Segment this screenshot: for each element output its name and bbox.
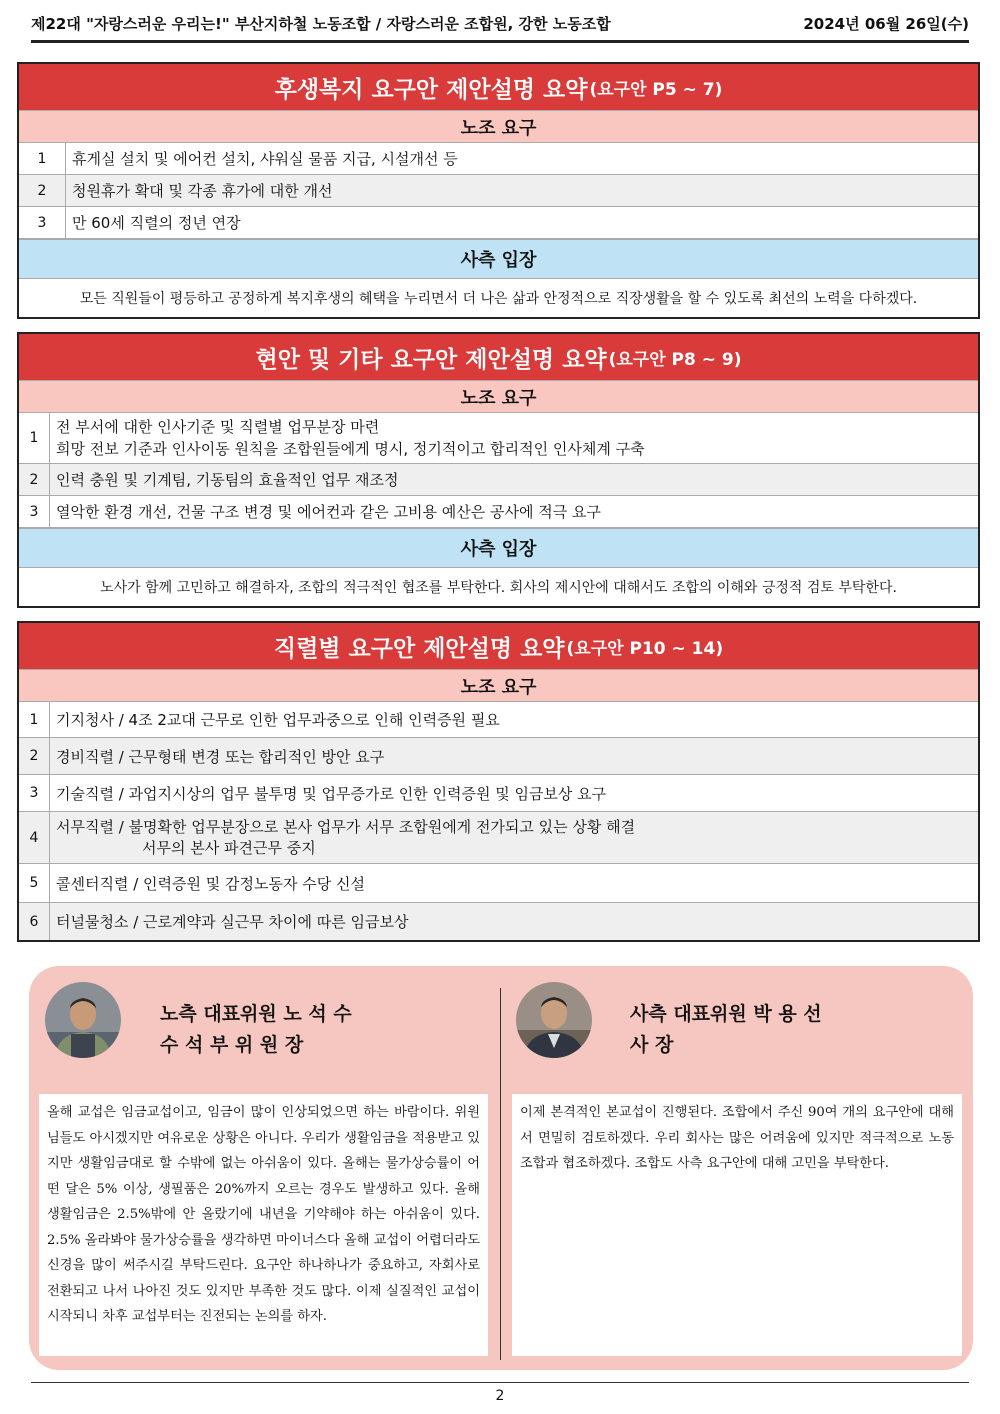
company-rep-name: 사측 대표위원 박 용 선 (630, 1003, 822, 1025)
list-item: 2 인력 충원 및 기계팀, 기동팀의 효율적인 업무 재조정 (19, 464, 978, 496)
union-rep-quote: 올해 교섭은 임금교섭이고, 임금이 많이 인상되었으면 하는 바람이다. 위원님들도 아시겠지만 여유로운 상황은 아니다. 우리가 생활임금을 적용받고 있지만 생활임금대로 할 수밖에 없는 아쉬움이 있다. 올해는 물가상승률이 어떤 달은 5% 이상, 생필품은 20%까지 오르는 경우도 발생하고 있다. 올해 생활임금은 2.5%밖에 안 올랐기에 내년을 기약해야 하는 아쉬움이 있다. 2.5% 올라봐야 물가상승률을 생각하면 마이너스다 올해 교섭이 어렵더라도 신경을 많이 써주시길 부탁드린다. 요구안 하나하나가 중요하고, 자회사로 전환되고 나서 나아진 것도 있지만 부족한 것도 많다. 이제 실질적인 교섭이 시작되니 차후 교섭부터는 진전되는 논의를 하자. (39, 1094, 488, 1356)
list-item: 1 기지청사 / 4조 2교대 근무로 인한 업무과중으로 인해 인력증원 필요 (19, 702, 978, 738)
list-item: 2 청원휴가 확대 및 각종 휴가에 대한 개선 (19, 175, 978, 207)
company-position-header: 사측 입장 (19, 239, 978, 279)
section-welfare (17, 62, 980, 319)
union-demand-header: 노조 요구 (19, 669, 978, 702)
panel-divider (500, 988, 501, 1360)
company-position-header: 사측 입장 (19, 528, 978, 568)
company-rep-title: 사 장 (630, 1034, 674, 1056)
section-title: 직렬별 요구안 제안설명 요약 (요구안 P10 ~ 14) (19, 623, 978, 669)
header-date: 2024년 06월 26일(수) (803, 14, 969, 33)
page-header (31, 10, 969, 36)
union-rep-avatar (45, 982, 121, 1058)
union-demand-header: 노조 요구 (19, 380, 978, 413)
company-statement: 노사가 함께 고민하고 해결하자, 조합의 적극적인 협조를 부탁한다. 회사의 제시안에 대해서도 조합의 이해와 긍정적 검토 부탁한다. (100, 580, 897, 596)
list-item: 1 전 부서에 대한 인사기준 및 직렬별 업무분장 마련 희망 전보 기준과 인사이동 원칙을 조합원들에게 명시, 정기적이고 합리적인 인사체계 구축 (19, 413, 978, 464)
company-rep-avatar (516, 982, 592, 1058)
list-item: 3 열악한 환경 개선, 건물 구조 변경 및 에어컨과 같은 고비용 예산은 공사에 적극 요구 (19, 496, 978, 528)
header-rule (31, 40, 969, 43)
list-item: 5 콜센터직렬 / 인력증원 및 감정노동자 수당 신설 (19, 864, 978, 903)
section-current-issues (17, 332, 980, 608)
page-number: 2 (495, 1388, 505, 1404)
list-item: 1 휴게실 설치 및 에어컨 설치, 샤워실 물품 지급, 시설개선 등 (19, 143, 978, 175)
section-title: 후생복지 요구안 제안설명 요약 (요구안 P5 ~ 7) (19, 64, 978, 110)
list-item: 2 경비직렬 / 근무형태 변경 또는 합리적인 방안 요구 (19, 738, 978, 775)
footer-rule (31, 1382, 969, 1383)
union-rep-title: 수 석 부 위 원 장 (160, 1034, 304, 1056)
list-item: 4 서무직렬 / 불명확한 업무분장으로 본사 업무가 서무 조합원에게 전가되고 있는 상황 해결 서무의 본사 파견근무 중지 (19, 812, 978, 864)
union-rep-name: 노측 대표위원 노 석 수 (160, 1003, 352, 1025)
company-rep-quote: 이제 본격적인 본교섭이 진행된다. 조합에서 주신 90여 개의 요구안에 대해서 면밀히 검토하겠다. 우리 회사는 많은 어려움에 있지만 적극적으로 노동조합과 협조하겠다. 조합도 사측 요구안에 대해 고민을 부탁한다. (512, 1094, 962, 1356)
company-statement: 모든 직원들이 평등하고 공정하게 복지후생의 혜택을 누리면서 더 나은 삶과 안정적으로 직장생활을 할 수 있도록 최선의 노력을 다하겠다. (79, 291, 918, 307)
section-job-type (17, 621, 980, 942)
section-title: 현안 및 기타 요구안 제안설명 요약 (요구안 P8 ~ 9) (19, 334, 978, 380)
list-item: 3 만 60세 직렬의 정년 연장 (19, 207, 978, 239)
list-item: 3 기술직렬 / 과업지시상의 업무 불투명 및 업무증가로 인한 인력증원 및 임금보상 요구 (19, 775, 978, 812)
union-demand-header: 노조 요구 (19, 110, 978, 143)
header-title: 제22대 "자랑스러운 우리는!" 부산지하철 노동조합 / 자랑스러운 조합원, 강한 노동조합 (31, 14, 611, 33)
list-item: 6 터널물청소 / 근로계약과 실근무 차이에 따른 임금보상 (19, 903, 978, 940)
